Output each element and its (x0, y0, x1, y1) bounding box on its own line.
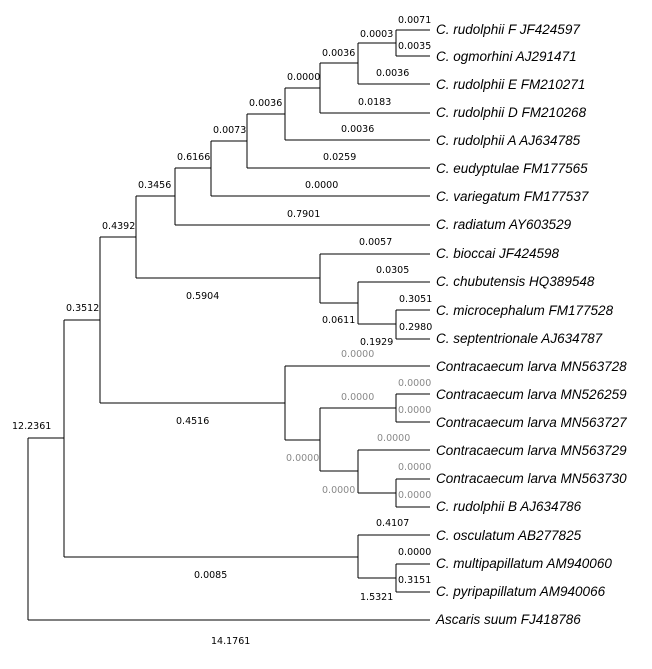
branch-length-label: 0.0036 (376, 68, 410, 79)
branch-length-label: 0.4392 (102, 221, 136, 232)
taxon-label: Contracaecum larva MN563730 (436, 471, 627, 486)
taxon-label: C. septentrionale AJ634787 (436, 331, 603, 346)
branch-length-label: 0.0000 (398, 378, 432, 389)
branch-length-label: 0.0036 (341, 124, 375, 135)
branch-length-label: 0.0000 (398, 547, 432, 558)
branch-length-label: 0.0000 (377, 433, 411, 444)
branch-length-label: 0.4107 (376, 518, 410, 529)
branch-length-label: 0.7901 (287, 209, 321, 220)
branch-length-label: 0.3051 (399, 294, 433, 305)
branch-length-label: 0.0000 (322, 485, 356, 496)
branch-length-label: 14.1761 (211, 636, 251, 647)
branch-length-label: 0.0085 (194, 570, 228, 581)
branch-length-label: 0.0000 (287, 72, 321, 83)
taxon-label: C. variegatum FM177537 (436, 189, 589, 204)
branch-length-label: 0.0000 (305, 180, 339, 191)
taxon-label: C. rudolphii A AJ634785 (436, 133, 581, 148)
branch-length-label: 0.0057 (359, 237, 393, 248)
taxon-label: C. rudolphii F JF424597 (436, 22, 580, 37)
branch-length-label: 12.2361 (12, 421, 52, 432)
branch-length-label: 0.0000 (341, 349, 375, 360)
taxon-label: Contracaecum larva MN563729 (436, 443, 627, 458)
branch-length-label: 0.0036 (249, 98, 283, 109)
branch-length-label: 0.0305 (376, 265, 410, 276)
taxon-label: Ascaris suum FJ418786 (436, 612, 581, 627)
tree-branch (100, 237, 285, 403)
taxon-label: C. pyripapillatum AM940066 (436, 584, 606, 599)
taxon-label: Contracaecum larva MN563727 (436, 415, 627, 430)
branch-length-label: 0.0259 (323, 152, 357, 163)
branch-length-label: 0.3456 (138, 180, 172, 191)
branch-length-label: 0.1929 (360, 337, 394, 348)
branch-length-label: 0.0000 (286, 453, 320, 464)
branch-length-label: 0.0071 (398, 15, 432, 26)
branch-length-label: 0.4516 (176, 416, 210, 427)
branch-length-label: 0.0000 (398, 405, 432, 416)
branch-length-label: 0.0073 (213, 125, 247, 136)
taxon-label: C. microcephalum FM177528 (436, 303, 614, 318)
branch-length-label: 0.0035 (398, 41, 432, 52)
branch-length-label: 0.0000 (398, 490, 432, 501)
branch-length-label: 0.0183 (358, 97, 392, 108)
branch-length-label: 0.0611 (322, 315, 356, 326)
taxon-label: C. rudolphii B AJ634786 (436, 499, 582, 514)
taxon-label: C. rudolphii E FM210271 (436, 77, 586, 92)
taxon-label: C. radiatum AY603529 (436, 217, 572, 232)
branch-length-label: 0.0000 (341, 392, 375, 403)
taxon-label: Contracaecum larva MN526259 (436, 387, 627, 402)
branch-length-label: 1.5321 (360, 592, 394, 603)
taxon-label: C. rudolphii D FM210268 (436, 105, 587, 120)
taxon-label: Contracaecum larva MN563728 (436, 359, 627, 374)
branch-length-label: 0.0000 (398, 462, 432, 473)
taxon-label: C. osculatum AB277825 (436, 528, 582, 543)
branch-length-label: 0.2980 (399, 322, 433, 333)
branch-length-label: 0.0003 (360, 29, 394, 40)
branch-length-label: 0.3512 (66, 303, 100, 314)
taxon-label: C. multipapillatum AM940060 (436, 556, 612, 571)
branch-length-label: 0.3151 (398, 575, 432, 586)
taxon-label: C. chubutensis HQ389548 (436, 274, 595, 289)
tree-branch (64, 320, 358, 557)
taxon-label: C. ogmorhini AJ291471 (436, 49, 577, 64)
taxon-label: C. bioccai JF424598 (436, 246, 560, 261)
branch-length-label: 0.5904 (186, 291, 220, 302)
branch-length-label: 0.0036 (322, 48, 356, 59)
branch-length-label: 0.6166 (177, 152, 211, 163)
taxon-label: C. eudyptulae FM177565 (436, 161, 588, 176)
